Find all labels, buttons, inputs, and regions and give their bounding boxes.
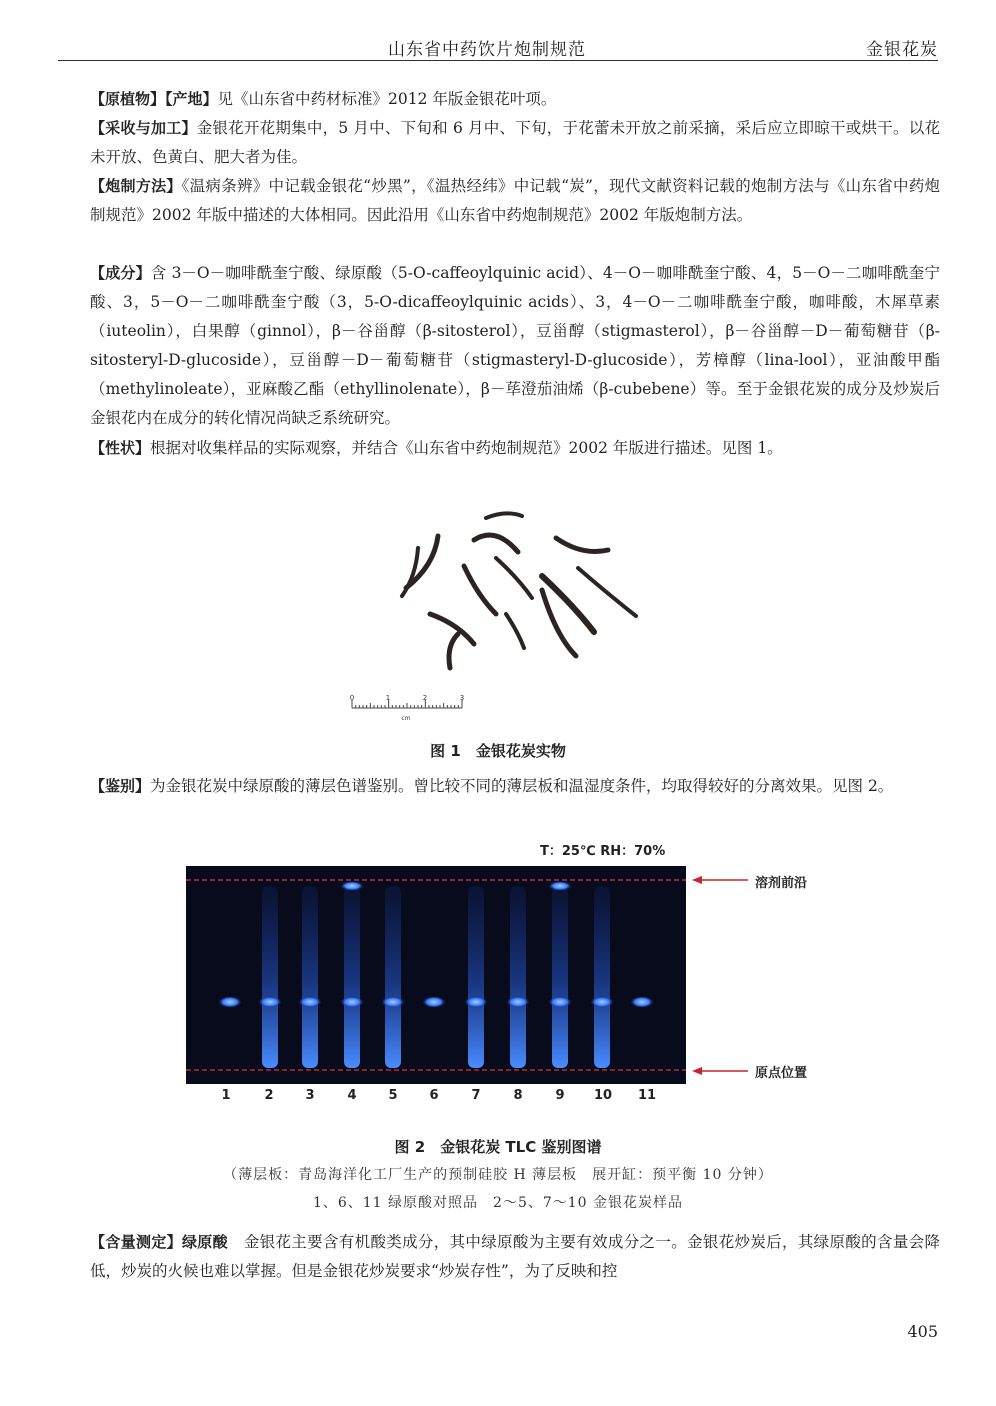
figure2-note-plate: （薄层板：青岛海洋化工厂生产的预制硅胶 H 薄层板 展开缸：预平衡 10 分钟） [223, 1167, 773, 1183]
paragraph-identification [58, 772, 940, 801]
lane-number-9: 9 [555, 1088, 565, 1103]
chlorogenic-acid-spot-lane-4 [340, 996, 364, 1008]
heading-constituents: 【成分】 [90, 264, 151, 282]
heading-origin: 【原植物】【产地】 [90, 90, 218, 108]
lane-number-4: 4 [347, 1088, 357, 1103]
solvent-front-label: 溶剂前沿 [755, 876, 808, 891]
scale-ruler [350, 694, 464, 722]
text-identification: 为金银花炭中绿原酸的薄层色谱鉴别。曾比较不同的薄层板和温湿度条件，均取得较好的分离效果。见图 2。 [150, 777, 894, 795]
scale-tick-0: 0 [349, 694, 355, 702]
lane-number-2: 2 [264, 1088, 274, 1103]
lane-number-7: 7 [471, 1088, 481, 1103]
paragraph-constituents [58, 259, 940, 433]
chlorogenic-acid-spot-lane-2 [258, 996, 282, 1008]
paragraph-harvest [58, 114, 940, 172]
tlc-streak-lane-9 [552, 886, 568, 1068]
paragraph-description [58, 434, 940, 463]
lane-numbers [0, 1088, 996, 1108]
scale-unit: cm [401, 715, 411, 722]
lane-number-11: 11 [637, 1088, 657, 1103]
lane-number-8: 8 [513, 1088, 523, 1103]
lane-number-5: 5 [388, 1088, 398, 1103]
lane-number-3: 3 [305, 1088, 315, 1103]
book-title: 山东省中药饮片炮制规范 [388, 40, 586, 60]
figure2-note-samples: 1、6、11 绿原酸对照品 2～5、7～10 金银花炭样品 [312, 1195, 684, 1211]
text-harvest: 金银花开花期集中，5 月中、下旬和 6 月中、下旬，于花蕾未开放之前采摘，采后应立即晾干或烘干。以花未开放、色黄白、肥大者为佳。 [90, 119, 940, 166]
chlorogenic-acid-spot-lane-1 [218, 996, 242, 1008]
tlc-streak-lane-5 [385, 886, 401, 1068]
heading-identification: 【鉴别】 [90, 777, 151, 795]
tlc-streak-lane-2 [262, 886, 278, 1068]
text-origin: 见《山东省中药材标准》2012 年版金银花叶项。 [217, 90, 557, 108]
charred-honeysuckle-photo [346, 496, 646, 726]
label-arrows [690, 872, 750, 1082]
chlorogenic-acid-spot-lane-6 [422, 996, 446, 1008]
chlorogenic-acid-spot-lane-7 [464, 996, 488, 1008]
paragraph-origin [58, 85, 940, 114]
page-number: 405 [907, 1322, 938, 1341]
text-processing: 《温病条辨》中记载金银花“炒黑”，《温热经纬》中记载“炭”，现代文献资料记载的炮制方法与《山东省中药炮制规范》2002 年版中描述的大体相同。因此沿用《山东省中药炮制规范》2002 年版炮制方法。 [90, 177, 940, 224]
chlorogenic-acid-spot-lane-11 [630, 996, 654, 1008]
chlorogenic-acid-spot-lane-10 [590, 996, 614, 1008]
chlorogenic-acid-spot-lane-5 [381, 996, 405, 1008]
tlc-plate [186, 866, 686, 1084]
scale-tick-3: 3 [459, 694, 465, 702]
lane-number-10: 10 [593, 1088, 613, 1103]
header-rule [58, 60, 938, 61]
scale-tick-2: 2 [422, 694, 428, 702]
solvent-front-spot-lane-9 [548, 881, 572, 891]
heading-processing: 【炮制方法】 [90, 177, 182, 195]
chlorogenic-acid-spot-lane-9 [548, 996, 572, 1008]
tlc-streak-lane-8 [510, 886, 526, 1068]
lane-number-6: 6 [429, 1088, 439, 1103]
chlorogenic-acid-spot-lane-3 [298, 996, 322, 1008]
origin-arrowhead [692, 1067, 702, 1075]
heading-assay: 【含量测定】绿原酸 [90, 1233, 228, 1251]
text-description: 根据对收集样品的实际观察，并结合《山东省中药炮制规范》2002 年版进行描述。见图 1。 [150, 439, 783, 457]
solvent-front-spot-lane-4 [340, 881, 364, 891]
text-assay: 金银花主要含有机酸类成分，其中绿原酸为主要有效成分之一。金银花炒炭后，其绿原酸的含量会降低，炒炭的火候也难以掌握。但是金银花炒炭要求“炒炭存性”，为了反映和控 [90, 1233, 940, 1280]
tlc-streak-lane-4 [344, 886, 360, 1068]
lane-number-1: 1 [221, 1088, 231, 1103]
origin-label: 原点位置 [755, 1066, 808, 1081]
paragraph-assay [58, 1228, 940, 1286]
heading-harvest: 【采收与加工】 [90, 119, 197, 137]
solvent-front-arrowhead [692, 876, 702, 884]
scale-tick-1: 1 [385, 694, 391, 702]
figure2-caption: 图 2 金银花炭 TLC 鉴别图谱 [394, 1138, 602, 1156]
tlc-conditions: T：25℃ RH：70% [540, 844, 666, 859]
flower-buds [402, 513, 636, 668]
text-constituents: 含 3－O－咖啡酰奎宁酸、绿原酸（5-O-caffeoylquinic acid）、4－O－咖啡酰奎宁酸、4，5－O－二咖啡酰奎宁酸、3，5－O－二咖啡酰奎宁酸（3，5-O-dicaffeoylquinic acids）、3，4－O－二咖啡酰奎宁酸，咖啡酸，木犀草素（iuteolin），白果醇（ginnol），β－谷甾醇（β-sitosterol），豆甾醇（stigmasterol），β－谷甾醇－D－葡萄糖苷（β-sitosteryl-D-glucoside），豆甾醇－D－葡萄糖苷（stigmasteryl-D-glucoside），芳樟醇（lina-lool），亚油酸甲酯（methylinoleate），亚麻酸乙酯（ethyllinolenate），β－荜澄茄油烯（β-cubebene）等。至于金银花炭的成分及炒炭后金银花内在成分的转化情况尚缺乏系统研究。 [90, 264, 940, 427]
tlc-streak-lane-7 [468, 886, 484, 1068]
tlc-streak-lane-3 [302, 886, 318, 1068]
heading-description: 【性状】 [90, 439, 151, 457]
paragraph-processing [58, 172, 940, 230]
tlc-streak-lane-10 [594, 886, 610, 1068]
section-title: 金银花炭 [866, 40, 938, 60]
chlorogenic-acid-spot-lane-8 [506, 996, 530, 1008]
plate-background [186, 866, 686, 1084]
figure1-caption: 图 1 金银花炭实物 [430, 742, 566, 760]
